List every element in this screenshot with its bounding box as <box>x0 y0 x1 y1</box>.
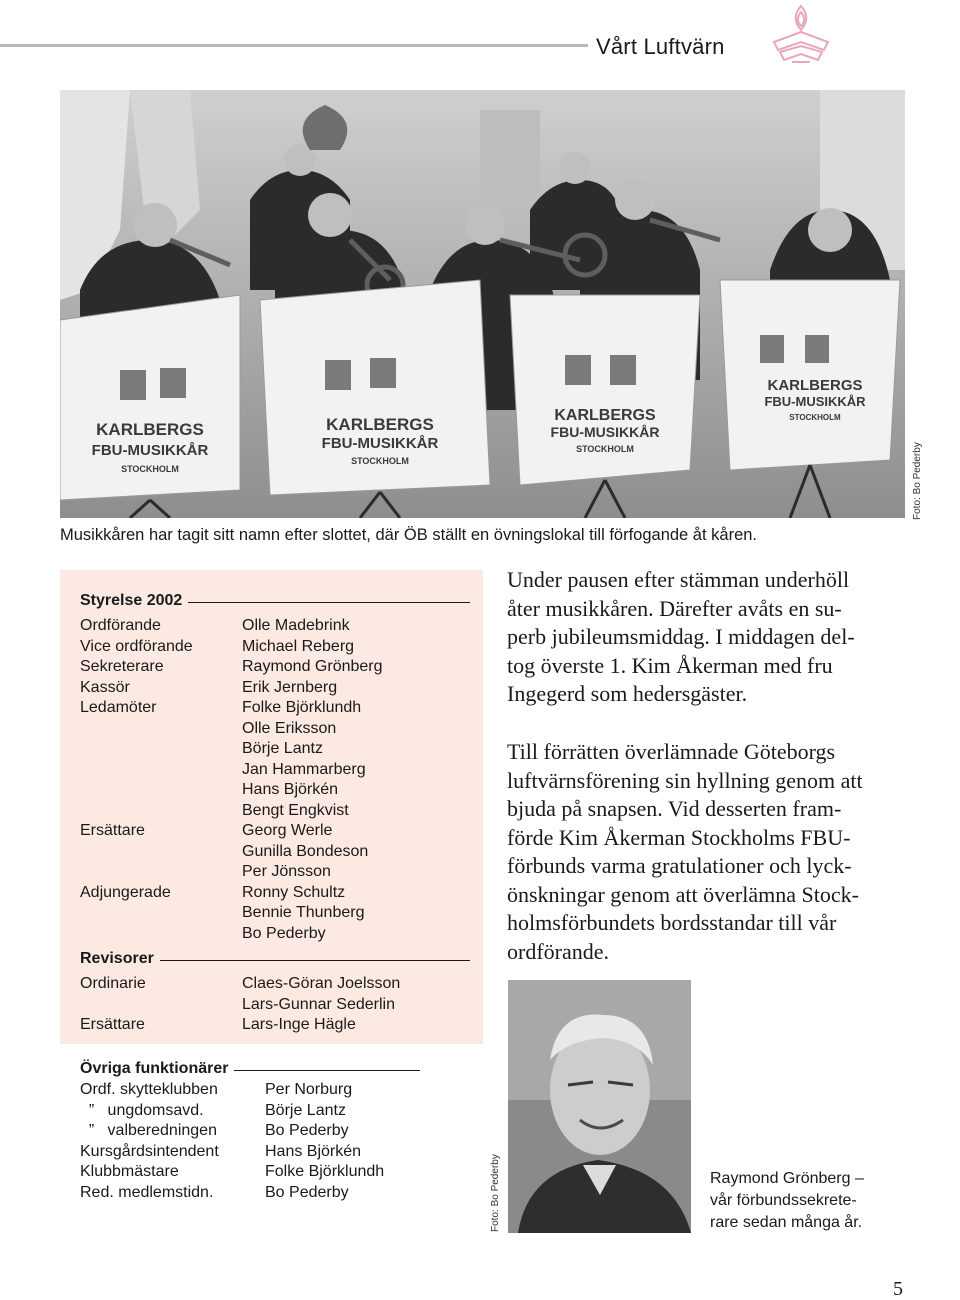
board-row <box>80 637 470 658</box>
function-name: Folke Björklundh <box>265 1163 385 1180</box>
role-label: Ledamöter <box>80 699 157 716</box>
other-functions-list <box>80 1058 420 1203</box>
text-line: bjuda på snapsen. Vid desserten fram- <box>507 796 842 821</box>
other-functions-heading <box>80 1058 420 1080</box>
role-label: Ersättare <box>80 822 145 839</box>
member-name: Georg Werle <box>242 822 333 839</box>
member-name: Olle Madebrink <box>242 617 350 634</box>
text-line: Ingegerd som hedersgäster. <box>507 681 748 706</box>
article-paragraph-2 <box>507 738 905 966</box>
function-role: Red. medlemstidn. <box>80 1183 214 1201</box>
banner-1-line-2: FBU-MUSIKKÅR <box>91 442 209 459</box>
text-line: önskningar genom att överlämna Stock- <box>507 881 859 907</box>
portrait-caption <box>710 1168 910 1234</box>
member-name: Bo Pederby <box>242 924 326 942</box>
band-photo <box>60 90 905 518</box>
function-role: Kursgårdsintendent <box>80 1142 219 1160</box>
board-heading-text: Styrelse 2002 <box>80 592 183 609</box>
text-line: Till förrätten överlämnade Göteborgs <box>507 739 836 764</box>
function-row <box>80 1101 420 1122</box>
banner-1-line-3: STOCKHOLM <box>121 464 179 474</box>
board-row <box>80 698 470 821</box>
member-name: Gunilla Bondeson <box>242 842 369 860</box>
role-label: Vice ordförande <box>80 637 193 655</box>
member-name: Börje Lantz <box>242 740 323 757</box>
portrait-credit: Foto: Bo Pederby <box>490 1154 501 1232</box>
banner-4-line-2: FBU-MUSIKKÅR <box>764 394 866 409</box>
banner-3-line-3: STOCKHOLM <box>576 444 634 454</box>
member-name: Michael Reberg <box>242 637 355 655</box>
banner-3-line-1: KARLBERGS <box>554 407 656 424</box>
function-name: Börje Lantz <box>265 1101 346 1119</box>
board-row <box>80 883 470 945</box>
role-label: Ordförande <box>80 617 161 634</box>
magazine-title: Vårt Luftvärn <box>596 34 725 59</box>
role-label: Kassör <box>80 678 130 696</box>
function-role: ” ungdomsavd. <box>80 1101 204 1119</box>
header-rule <box>0 44 588 47</box>
text-line: åter musikkåren. Därefter avåts en su- <box>507 595 842 621</box>
board-row <box>80 657 470 678</box>
text-line: tog överste 1. Kim Åkerman med fru <box>507 652 833 678</box>
member-name: Bengt Engkvist <box>242 801 349 819</box>
text-line: Under pausen efter stämman underhöll <box>507 567 850 592</box>
text-line: förde Kim Åkerman Stockholms FBU- <box>507 824 851 850</box>
caption-line: vår förbundssekrete- <box>710 1192 857 1209</box>
function-row <box>80 1162 420 1183</box>
role-label: Ersättare <box>80 1016 145 1033</box>
banner-4-line-1: KARLBERGS <box>767 377 863 394</box>
emblem-logo <box>766 2 836 68</box>
banner-4-line-3: STOCKHOLM <box>789 413 841 422</box>
member-name: Jan Hammarberg <box>242 760 366 778</box>
page-number: 5 <box>893 1278 903 1300</box>
auditor-row <box>80 974 470 1015</box>
text-line: ordförande. <box>507 938 610 964</box>
member-name: Bennie Thunberg <box>242 904 365 921</box>
member-name: Hans Björkén <box>242 781 339 798</box>
banner-2-line-1: KARLBERGS <box>326 415 434 434</box>
auditors-heading <box>80 948 470 970</box>
member-name: Raymond Grönberg <box>242 658 383 675</box>
function-role: Klubbmästare <box>80 1163 179 1180</box>
banner-2-line-3: STOCKHOLM <box>351 456 409 466</box>
member-name: Olle Eriksson <box>242 719 337 737</box>
top-photo-credit: Foto: Bo Pederby <box>912 442 923 520</box>
text-line: förbunds varma gratulationer och lyck- <box>507 853 852 878</box>
member-name: Folke Björklundh <box>242 699 362 716</box>
other-functions-heading-text: Övriga funktionärer <box>80 1060 229 1077</box>
text-line: perb jubileumsmiddag. I middagen del- <box>507 624 855 649</box>
caption-line: Raymond Grönberg – <box>710 1170 864 1187</box>
function-name: Per Norburg <box>265 1081 353 1098</box>
banner-2-line-2: FBU-MUSIKKÅR <box>321 435 439 452</box>
article-paragraph-1 <box>507 566 905 709</box>
function-row <box>80 1183 420 1204</box>
auditors-heading-text: Revisorer <box>80 950 154 967</box>
function-row <box>80 1080 420 1101</box>
function-role: Ordf. skytteklubben <box>80 1081 218 1098</box>
role-label: Sekreterare <box>80 658 164 675</box>
function-row <box>80 1121 420 1142</box>
member-name: Erik Jernberg <box>242 678 338 696</box>
banner-1-line-1: KARLBERGS <box>96 420 204 439</box>
function-role: ” valberedningen <box>80 1122 217 1139</box>
function-row <box>80 1142 420 1163</box>
portrait-photo <box>508 980 691 1233</box>
function-name: Hans Björkén <box>265 1142 362 1160</box>
role-label: Adjungerade <box>80 883 171 901</box>
member-name: Claes-Göran Joelsson <box>242 975 401 992</box>
banner-3-line-2: FBU-MUSIKKÅR <box>550 424 660 440</box>
board-row <box>80 821 470 883</box>
text-line: holmsförbundets bordsstandar till vår <box>507 910 837 935</box>
board-list-box <box>60 570 483 1044</box>
member-name: Lars-Gunnar Sederlin <box>242 995 395 1013</box>
member-name: Lars-Inge Hägle <box>242 1016 356 1033</box>
function-name: Bo Pederby <box>265 1183 349 1201</box>
member-name: Ronny Schultz <box>242 883 346 901</box>
board-heading <box>80 590 470 612</box>
top-photo-caption: Musikkåren har tagit sitt namn efter slottet, där ÖB ställt en övningslokal till förfogande åt kåren. <box>60 526 758 544</box>
text-line: luftvärnsförening sin hyllning genom att <box>507 767 863 793</box>
auditor-row <box>80 1015 470 1036</box>
board-row <box>80 616 470 637</box>
role-label: Ordinarie <box>80 975 146 992</box>
member-name: Per Jönsson <box>242 863 331 880</box>
board-row <box>80 678 470 699</box>
caption-line: rare sedan många år. <box>710 1214 863 1231</box>
function-name: Bo Pederby <box>265 1122 349 1139</box>
